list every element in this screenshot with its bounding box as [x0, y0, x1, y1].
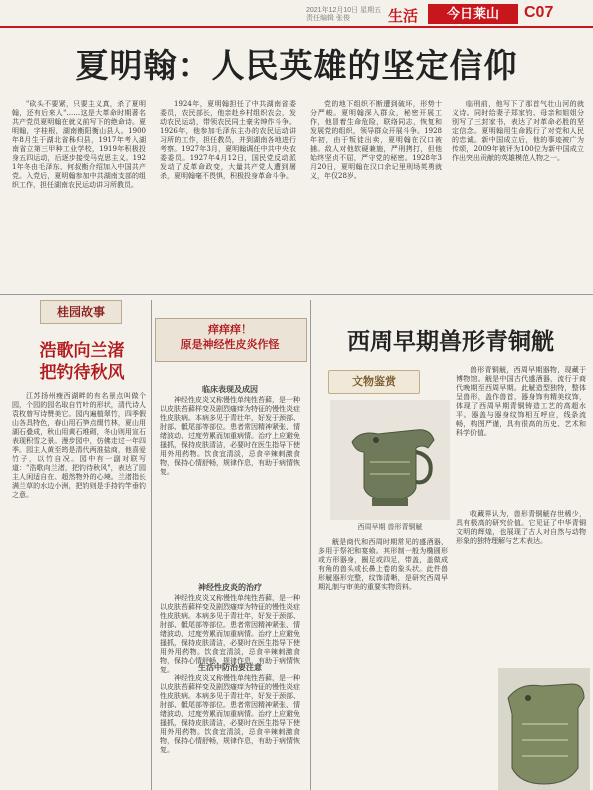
masthead: [0, 0, 593, 26]
column-divider: [310, 300, 311, 790]
image-caption: 西周早期 兽形青铜觥: [357, 524, 423, 531]
main-column-1: [12, 100, 146, 300]
masthead-rule: [0, 26, 593, 28]
section-name: 生活: [388, 8, 419, 25]
main-column-4: [452, 100, 584, 300]
story-title-line2: 原是神经性皮炎作怪: [180, 338, 280, 351]
story-tag: 文物鉴赏: [328, 370, 420, 394]
story-label: 桂园故事: [40, 300, 122, 324]
bronze-vessel-image: [330, 400, 450, 520]
page-headline: 夏明翰：人民英雄的坚定信仰: [75, 46, 518, 85]
story3-body-right: [456, 366, 586, 506]
paragraph: 神经性皮炎又称慢性单纯性苔藓，是一种以皮肤苔藓样变及剧烈瘙痒为特征的慢性炎症性皮肤病。本病多见于青壮年，好发于颈部、肘部、骶尾部等部位。患者常因精神紧张、情绪波动、过度劳累而加重病情。治疗上应避免搔抓，保持皮肤清洁，必要时在医生指导下使用外用药物。饮食宜清淡，忌食辛辣刺激食物，保持心情舒畅，规律作息，有助于病情恢复。: [160, 396, 300, 476]
story2-body: [160, 396, 300, 576]
story1-body: [12, 392, 146, 790]
brand-banner: 今日莱山: [428, 4, 518, 24]
story2-body-3: [160, 674, 300, 790]
subheading: 神经性皮炎的治疗: [198, 583, 262, 592]
paragraph: 收藏界认为，兽形青铜觥存世稀少，具有极高的研究价值。它见证了中华青铜文明的辉煌，也展现了古人对自然与动物形象的独特理解与艺术表达。: [456, 510, 586, 545]
story-title-line1: 痒痒痒！: [208, 323, 252, 336]
paragraph: 临刑前，他写下了那首气壮山河的就义诗。同时给妻子郑家钧、母亲和姐姐分别写了三封家书，表达了对革命必胜的坚定信念。夏明翰用生命践行了对党和人民的忠诚。新中国成立后，他的事迹被广为传颂，2009年被评为100位为新中国成立作出突出贡献的英雄模范人物之一。: [452, 100, 584, 162]
subheading: 临床表现及成因: [202, 385, 258, 394]
main-column-2: [160, 100, 296, 300]
story-title: 西周早期兽形青铜觥: [347, 329, 554, 355]
subheading: 生活中防治要注意: [198, 663, 262, 672]
paragraph: 1924年，夏明翰担任了中共湖南省委委员，农民部长，他亲赴乡村组织农会，发动农民运动，带领农民同土豪劣绅作斗争。1926年，他参加毛泽东主办的农民运动讲习所的工作，担任教员，并到湖南各地进行考察。1927年3月，夏明翰调任中共中央农委委员。1927年4月12日，国民党反动派发动了反革命政变，大量共产党人遭到屠杀，夏明翰毫不畏惧，积极投身革命斗争。: [160, 100, 296, 180]
paragraph: 觥是商代和西周时期常见的盛酒器，多用于祭祀和宴飨。其形制一般为椭圆形或方形器身，圈足或四足，带盖，盖做成有角的兽头或长鼻上卷的象头状。此件兽形觥器形完整，纹饰清晰，是研究西周早期礼制与审美的重要实物资料。: [318, 538, 448, 591]
story-title-line2: 把钓待秋风: [39, 363, 125, 383]
date-text: 2021年12月10日 星期五: [306, 7, 382, 14]
date-line: [306, 7, 386, 23]
paragraph: "砍头不要紧，只要主义真，杀了夏明翰，还有后来人"……这是大革命时期著名共产党员夏明翰在就义前写下的绝命诗。夏明翰，字桂根，湖南衡阳衡山县人。1900年8月生于湖北省秭归县，1917年考入湖南省立第三甲种工业学校，1919年积极投身五四运动，后逐步接受马克思主义。1921年冬由毛泽东、何叔衡介绍加入中国共产党。入党后，夏明翰参加中共湖南支部的组织工作，担任湖南农民运动讲习所教员。: [12, 100, 146, 189]
section-divider: [0, 294, 593, 295]
paragraph: 神经性皮炎又称慢性单纯性苔藓，是一种以皮肤苔藓样变及剧烈瘙痒为特征的慢性炎症性皮肤病。本病多见于青壮年，好发于颈部、肘部、骶尾部等部位。患者常因精神紧张、情绪波动、过度劳累而加重病情。治疗上应避免搔抓，保持皮肤清洁，必要时在医生指导下使用外用药物。饮食宜清淡，忌食辛辣刺激食物，保持心情舒畅，规律作息，有助于病情恢复。: [160, 674, 300, 754]
story3-body-right-2: [456, 510, 586, 666]
paragraph: 党的地下组织不断遭到破坏，形势十分严峻。夏明翰深入群众，秘密开展工作，他冒着生命危险，联络同志，恢复和发展党的组织，领导群众开展斗争。1928年初，由于叛徒出卖，夏明翰在汉口被捕。敌人对他软硬兼施，严刑拷打，但他始终坚贞不屈，严守党的秘密。1928年3月20日，夏明翰在汉口余记里刑场英勇就义，年仅28岁。: [310, 100, 442, 180]
paragraph: 神经性皮炎又称慢性单纯性苔藓，是一种以皮肤苔藓样变及剧烈瘙痒为特征的慢性炎症性皮肤病。本病多见于青壮年，好发于颈部、肘部、骶尾部等部位。患者常因精神紧张、情绪波动、过度劳累而加重病情。治疗上应避免搔抓，保持皮肤清洁，必要时在医生指导下使用外用药物。饮食宜清淡，忌食辛辣刺激食物，保持心情舒畅，规律作息，有助于病情恢复。: [160, 594, 300, 674]
editor-text: 责任编辑 张俊: [306, 15, 350, 22]
paragraph: 江苏扬州瘦西湖畔的有名景点叫做个园，个园的园名取自竹叶的形状，清代诗人袁枚曾写诗赞美它。园内遍植翠竹，四季假山各具特色，春山用石笋点缀竹林，夏山用湖石叠成，秋山用黄石堆砌，冬山则用宣石表现积雪之景。漫步园中，仿佛走过一年四季。园主人黄至筠是清代两淮盐商，他喜爱竹子，以竹自况。园中有一副对联写道："浩歌向兰渚，把钓待秋风"，表达了园主人闲适自在、超然物外的心境。兰渚指长满兰草的水边小洲，把钓则是手持钓竿垂钓之意。: [12, 392, 146, 499]
page-number: C07: [524, 4, 554, 21]
main-column-3: [310, 100, 442, 300]
paragraph: 兽形青铜觥，西周早期器物，现藏于博物馆。觥是中国古代盛酒器，流行于商代晚期至西周早期。此觥造型独特，整体呈兽形，盖作兽首，器身饰有精美纹饰，体现了西周早期青铜铸造工艺的高超水平。器盖与器身纹饰相互呼应，线条流畅，构图严谨，具有很高的历史、艺术和科学价值。: [456, 366, 586, 437]
bronze-vessel-detail-image: [498, 668, 590, 790]
story3-body-left: [318, 538, 448, 790]
story-title-line1: 浩歌向兰渚: [39, 341, 125, 361]
